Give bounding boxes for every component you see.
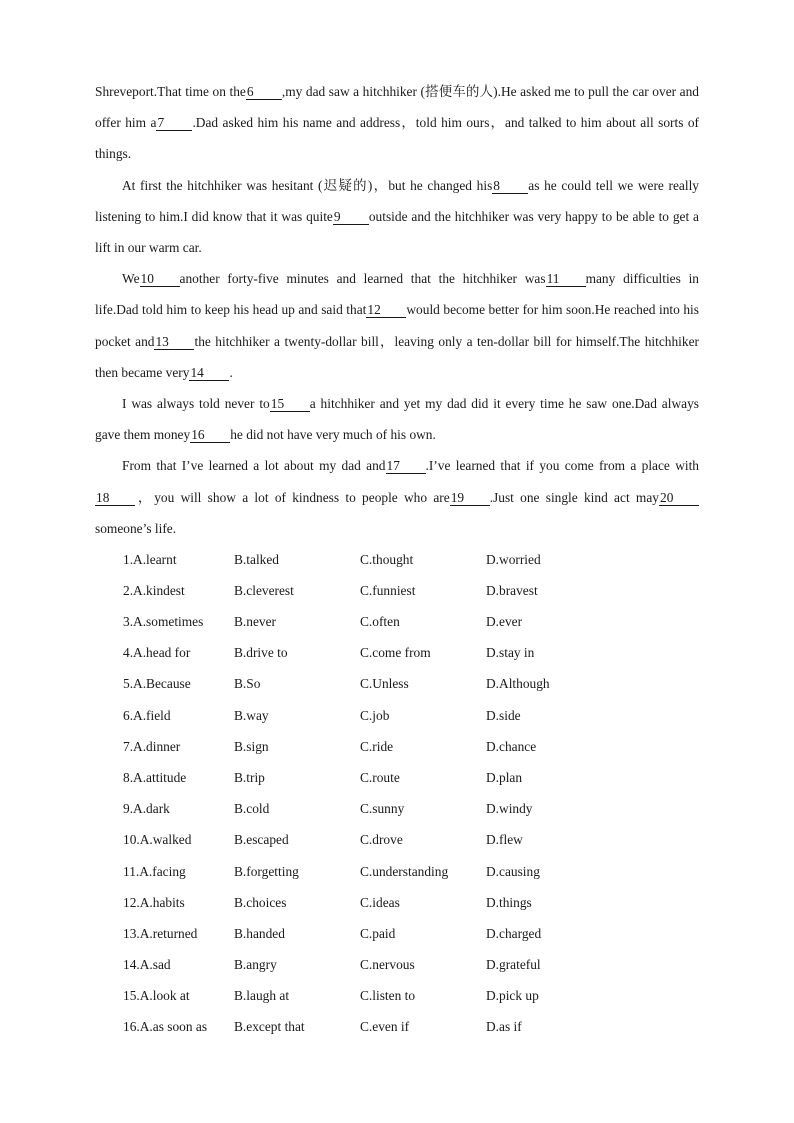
- passage-text: .Dad asked him his name and address，told him ours，and talked to him about all sorts of things.: [95, 115, 700, 162]
- option-b: B.angry: [234, 957, 277, 973]
- option-d: D.pick up: [486, 988, 539, 1004]
- option-row: [95, 918, 699, 949]
- option-b: B.handed: [234, 925, 285, 941]
- option-a: 9.A.dark: [123, 801, 170, 817]
- passage-text: .Just one single kind act may: [489, 489, 659, 505]
- option-a: 16.A.as soon as: [123, 1019, 208, 1035]
- option-d: D.plan: [486, 769, 523, 785]
- option-d: D.worried: [486, 551, 541, 567]
- answer-options: [95, 544, 699, 1043]
- option-a: 3.A.sometimes: [123, 614, 204, 630]
- passage-text: someone’s life.: [95, 520, 177, 536]
- option-b: B.forgetting: [234, 863, 299, 879]
- paragraph-1: [95, 76, 699, 170]
- option-row: [95, 1012, 699, 1043]
- passage-text: At first the hitchhiker was hesitant (迟疑的)，but he changed his: [122, 177, 493, 193]
- option-a: 7.A.dinner: [123, 738, 181, 754]
- passage-text: the hitchhiker a twenty-dollar bill，leaving only a ten-dollar bill for himself.The hitchhiker then became very: [95, 333, 699, 380]
- option-c: C.job: [360, 707, 390, 723]
- option-c: C.paid: [360, 925, 396, 941]
- option-c: C.come from: [360, 645, 431, 661]
- option-b: B.cold: [234, 801, 270, 817]
- option-d: D.ever: [486, 614, 523, 630]
- blank-7: 7: [156, 116, 192, 131]
- option-d: D.side: [486, 707, 521, 723]
- option-row: [95, 606, 699, 637]
- option-b: B.So: [234, 676, 261, 692]
- option-row: [95, 669, 699, 700]
- paragraph-3: [95, 263, 699, 388]
- blank-19: 19: [450, 491, 490, 506]
- option-row: [95, 700, 699, 731]
- option-c: C.route: [360, 769, 400, 785]
- option-b: B.cleverest: [234, 582, 294, 598]
- option-c: C.even if: [360, 1019, 410, 1035]
- passage-text: many difficulties in life.Dad told him to keep his head up and said that: [95, 271, 699, 318]
- blank-10: 10: [140, 272, 180, 287]
- passage-text: another forty-five minutes and learned that the hitchhiker was: [179, 271, 546, 287]
- option-a: 15.A.look at: [123, 988, 190, 1004]
- option-d: D.charged: [486, 925, 542, 941]
- option-c: C.ride: [360, 738, 394, 754]
- option-a: 14.A.sad: [123, 957, 171, 973]
- option-a: 6.A.field: [123, 707, 171, 723]
- blank-16: 16: [190, 428, 230, 443]
- option-a: 12.A.habits: [123, 894, 185, 910]
- paragraph-5: [95, 450, 699, 544]
- option-d: D.Although: [486, 676, 550, 692]
- option-d: D.stay in: [486, 645, 535, 661]
- option-row: [95, 575, 699, 606]
- passage-text: I was always told never to: [122, 396, 270, 412]
- blank-20: 20: [659, 491, 699, 506]
- passage-text: a hitchhiker and yet my dad did it every time he saw one.Dad always gave them money: [95, 396, 699, 443]
- option-b: B.escaped: [234, 832, 289, 848]
- option-c: C.nervous: [360, 957, 415, 973]
- option-a: 8.A.attitude: [123, 769, 187, 785]
- passage-text: ，you will show a lot of kindness to people who are: [135, 489, 450, 505]
- option-b: B.talked: [234, 551, 279, 567]
- option-a: 10.A.walked: [123, 832, 192, 848]
- option-b: B.sign: [234, 738, 269, 754]
- option-a: 13.A.returned: [123, 925, 198, 941]
- blank-17: 17: [386, 459, 426, 474]
- option-row: [95, 949, 699, 980]
- option-a: 1.A.learnt: [123, 551, 177, 567]
- option-d: D.causing: [486, 863, 540, 879]
- option-c: C.listen to: [360, 988, 416, 1004]
- blank-12: 12: [366, 303, 406, 318]
- paragraph-2: [95, 170, 699, 264]
- passage-text: .I’ve learned that if you come from a place with: [425, 458, 699, 474]
- option-row: [95, 856, 699, 887]
- option-c: C.thought: [360, 551, 414, 567]
- option-row: [95, 638, 699, 669]
- option-row: [95, 731, 699, 762]
- blank-13: 13: [154, 335, 194, 350]
- option-row: [95, 887, 699, 918]
- option-d: D.bravest: [486, 582, 538, 598]
- option-b: B.drive to: [234, 645, 288, 661]
- option-d: D.things: [486, 894, 532, 910]
- option-b: B.way: [234, 707, 269, 723]
- document-page: [95, 76, 699, 1043]
- blank-15: 15: [270, 397, 310, 412]
- option-a: 11.A.facing: [123, 863, 186, 879]
- passage-text: .: [229, 364, 233, 380]
- option-a: 2.A.kindest: [123, 582, 185, 598]
- option-d: D.chance: [486, 738, 537, 754]
- option-b: B.laugh at: [234, 988, 290, 1004]
- blank-6: 6: [246, 85, 282, 100]
- passage-text: Shreveport.That time on the: [95, 84, 246, 99]
- option-c: C.Unless: [360, 676, 409, 692]
- option-c: C.often: [360, 614, 400, 630]
- paragraph-4: [95, 388, 699, 450]
- option-row: [95, 544, 699, 575]
- blank-11: 11: [546, 272, 586, 287]
- option-a: 4.A.head for: [123, 645, 191, 661]
- option-c: C.sunny: [360, 801, 405, 817]
- option-c: C.understanding: [360, 863, 449, 879]
- blank-9: 9: [333, 210, 369, 225]
- option-a: 5.A.Because: [123, 676, 191, 692]
- option-d: D.as if: [486, 1019, 522, 1035]
- option-d: D.windy: [486, 801, 533, 817]
- option-c: C.ideas: [360, 894, 400, 910]
- option-row: [95, 762, 699, 793]
- passage-text: outside and the hitchhiker was very happy to be able to get a lift in our warm car.: [95, 208, 699, 256]
- passage-text: From that I’ve learned a lot about my dad and: [122, 458, 386, 474]
- passage-text: he did not have very much of his own.: [230, 427, 436, 443]
- passage-text: We: [122, 271, 140, 287]
- passage-text: would become better for him soon.He reached into his pocket and: [95, 302, 699, 349]
- passage-text: ,my dad saw a hitchhiker (搭便车的人).He asked me to pull the car over and offer him a: [95, 84, 699, 131]
- option-b: B.never: [234, 614, 277, 630]
- passage-text: as he could tell we were really listening to him.I did know that it was quite: [95, 177, 699, 224]
- option-d: D.flew: [486, 832, 523, 848]
- blank-14: 14: [189, 366, 229, 381]
- option-b: B.choices: [234, 894, 287, 910]
- option-c: C.drove: [360, 832, 403, 848]
- option-c: C.funniest: [360, 582, 416, 598]
- option-row: [95, 794, 699, 825]
- option-b: B.except that: [234, 1019, 305, 1035]
- blank-18: 18: [95, 491, 135, 506]
- option-row: [95, 981, 699, 1012]
- option-b: B.trip: [234, 769, 265, 785]
- option-d: D.grateful: [486, 957, 541, 973]
- blank-8: 8: [492, 179, 528, 194]
- option-row: [95, 825, 699, 856]
